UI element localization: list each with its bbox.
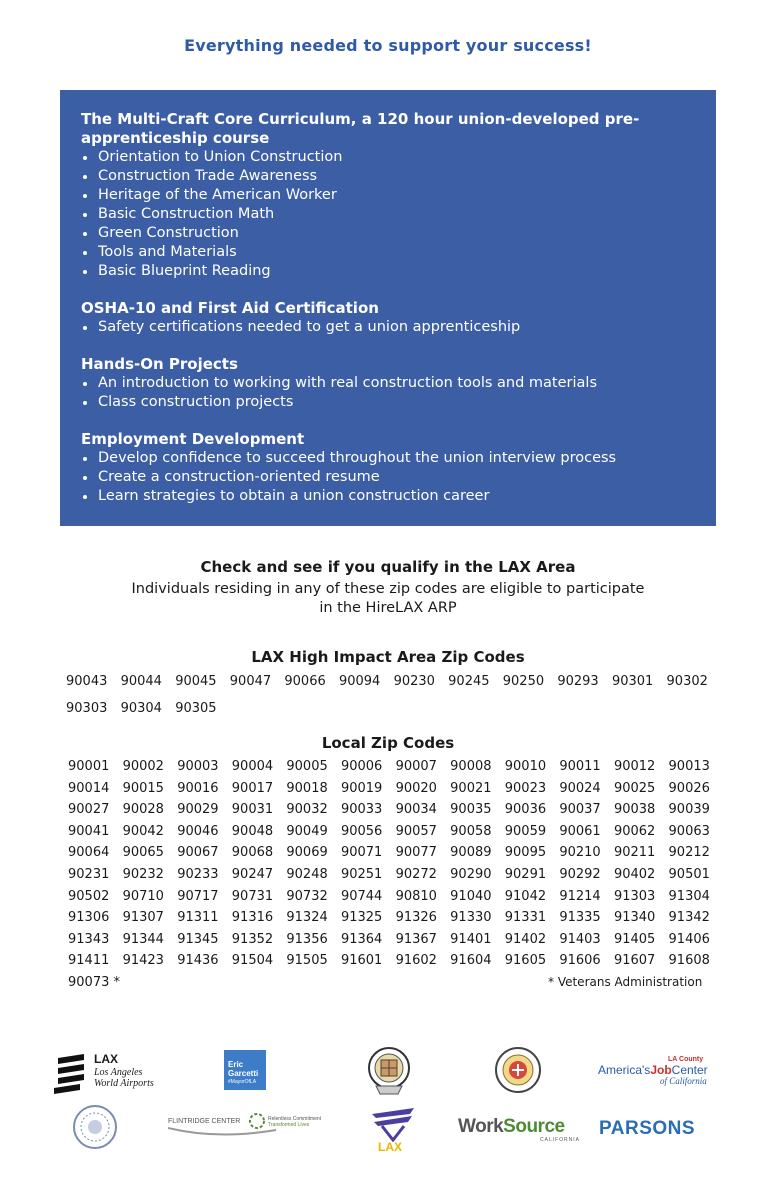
zip-code: 91406: [668, 931, 710, 947]
zip-code: 91405: [613, 931, 656, 947]
list-item: Basic Construction Math: [81, 205, 696, 224]
zip-code: 91345: [177, 931, 219, 947]
list-item: Develop confidence to succeed throughout the union interview process: [81, 449, 696, 468]
zip-code: 90005: [286, 759, 328, 774]
zip-code: 91335: [559, 910, 601, 926]
zip-code: 90272: [395, 866, 437, 882]
section-osha: [81, 299, 696, 337]
ajcc-main1: America's: [598, 1063, 651, 1077]
la-city-seal-icon: [366, 1046, 412, 1096]
zip-code: 90015: [122, 780, 164, 796]
zip-code: 90731: [231, 888, 274, 904]
zip-code: 90001: [68, 759, 110, 774]
ajcc-bottom: of California: [660, 1076, 707, 1086]
zip-code: 90042: [122, 823, 164, 839]
zip-code: 91403: [559, 931, 601, 947]
section-title: Employment Development: [81, 430, 305, 448]
zip-code: 91504: [231, 953, 274, 969]
zip-code: 90025: [613, 780, 656, 796]
zip-code: 90019: [340, 780, 383, 796]
zip-code: 90012: [613, 759, 656, 774]
section-title: OSHA-10 and First Aid Certification: [81, 299, 379, 317]
flintridge-tag2: Transformed Lives: [268, 1122, 310, 1128]
lax-logo-line1: Los Angeles: [94, 1067, 143, 1078]
veterans-note: * Veterans Administration: [548, 975, 703, 989]
zip-code: 91306: [68, 910, 110, 926]
zip-code: 90008: [450, 759, 492, 774]
zip-code: 90018: [286, 780, 328, 796]
worksource-sub: CALIFORNIA: [540, 1137, 581, 1143]
zip-code: 91608: [668, 953, 710, 969]
ajcc-main: [598, 1063, 708, 1077]
garcetti-line3: #MayorOfLA: [228, 1079, 257, 1085]
zip-code: 90036: [504, 802, 547, 818]
zip-code: 91604: [450, 953, 492, 969]
zip-code: 90004: [231, 759, 274, 774]
zip-code: 90057: [395, 823, 437, 839]
zip-code: 90247: [231, 866, 274, 882]
zip-code: 90039: [668, 802, 710, 818]
zip-code: 91316: [231, 910, 274, 926]
zip-code: 90303: [66, 701, 108, 716]
zip-code: 90068: [231, 845, 274, 861]
list-item: Heritage of the American Worker: [81, 186, 696, 205]
zip-code: 91307: [122, 910, 164, 926]
zip-code: 90233: [177, 866, 219, 882]
zip-code: 90034: [395, 802, 437, 818]
section-title: The Multi-Craft Core Curriculum, a 120 hour union-developed pre-apprenticeship course: [81, 110, 640, 147]
zip-code: 90066: [284, 674, 326, 689]
zip-code: 91311: [177, 910, 219, 926]
zip-code: 90304: [120, 701, 162, 716]
zip-code: 90045: [175, 674, 217, 689]
zip-code: 90402: [613, 866, 656, 882]
zip-code: 90007: [395, 759, 437, 774]
list-item: Construction Trade Awareness: [81, 167, 696, 186]
high-impact-zip-grid: [66, 674, 726, 728]
lax-logo-mark: LAX: [94, 1052, 118, 1066]
zip-code: 90231: [68, 866, 110, 882]
zip-code: 91605: [504, 953, 547, 969]
zip-code: 90230: [393, 674, 435, 689]
zip-code: 90061: [559, 823, 601, 839]
lax-logo-text: [94, 1067, 154, 1089]
zip-code: 90067: [177, 845, 219, 861]
zip-code: 90035: [450, 802, 492, 818]
zip-code: 90501: [668, 866, 710, 882]
zip-code: 90292: [559, 866, 601, 882]
zip-code: 91343: [68, 931, 110, 947]
high-impact-heading: LAX High Impact Area Zip Codes: [251, 648, 525, 666]
parsons-logo: PARSONS: [599, 1118, 696, 1139]
zip-code: 91411: [68, 953, 110, 969]
zip-code: 90095: [504, 845, 547, 861]
zip-code: 91356: [286, 931, 328, 947]
zip-code: 90291: [504, 866, 547, 882]
list-item: Basic Blueprint Reading: [81, 262, 696, 281]
zip-code: 90211: [613, 845, 656, 861]
zip-code: 90017: [231, 780, 274, 796]
zip-code: 91436: [177, 953, 219, 969]
zip-code: 90021: [450, 780, 492, 796]
zip-code: 90049: [286, 823, 328, 839]
zip-code: 91505: [286, 953, 328, 969]
zip-code: 91303: [613, 888, 656, 904]
zip-code: 91324: [286, 910, 328, 926]
zip-code: 90056: [340, 823, 383, 839]
garcetti-text: [228, 1060, 258, 1087]
section-employment: [81, 430, 696, 506]
zip-code: 90006: [340, 759, 383, 774]
zip-code: 90077: [395, 845, 437, 861]
zip-code: 91326: [395, 910, 437, 926]
zip-code: 91042: [504, 888, 547, 904]
list-item: An introduction to working with real construction tools and materials: [81, 374, 696, 393]
zip-code: 91364: [340, 931, 383, 947]
ajcc-main3: Center: [671, 1063, 708, 1077]
zip-code: 91423: [122, 953, 164, 969]
qualify-description: Individuals residing in any of these zip codes are eligible to participate in the HireLAX ARP: [131, 581, 645, 616]
zip-code: 90014: [68, 780, 110, 796]
zip-code: 90302: [666, 674, 708, 689]
zip-code: 90043: [66, 674, 108, 689]
zip-code: 90710: [122, 888, 164, 904]
zip-code: 90046: [177, 823, 219, 839]
list-item: Create a construction-oriented resume: [81, 468, 696, 487]
zip-code: 91367: [395, 931, 437, 947]
zip-code: 90744: [340, 888, 383, 904]
worksource-part1: Work: [458, 1116, 504, 1137]
zip-code: 90301: [611, 674, 654, 689]
la-county-seal-icon: [494, 1046, 542, 1094]
zip-code: 90041: [68, 823, 110, 839]
worksource-part2: Source: [503, 1116, 565, 1137]
lax-stripes-icon: [54, 1054, 88, 1094]
zip-code: 90020: [395, 780, 437, 796]
zip-code: 90048: [231, 823, 274, 839]
zip-code: 90810: [395, 888, 437, 904]
section-list: [81, 449, 696, 506]
qualify-title: Check and see if you qualify in the LAX Area: [200, 558, 576, 576]
zip-code: 90305: [175, 701, 217, 716]
zip-code: 91342: [668, 910, 710, 926]
zip-code: 90029: [177, 802, 219, 818]
zip-code: 90047: [229, 674, 272, 689]
local-zip-heading: Local Zip Codes: [321, 734, 455, 752]
flintridge-center-logo: [168, 1112, 328, 1142]
zip-code: 91352: [231, 931, 274, 947]
zip-code: 90732: [286, 888, 328, 904]
list-item: Orientation to Union Construction: [81, 148, 696, 167]
americas-job-center-logo: [598, 1058, 728, 1090]
zip-code: 90037: [559, 802, 601, 818]
zip-code: 90024: [559, 780, 601, 796]
section-core-curriculum: [81, 110, 696, 281]
zip-code: 90058: [450, 823, 492, 839]
worksource-text: [458, 1116, 565, 1138]
zip-code: 91606: [559, 953, 601, 969]
zip-code: 90065: [122, 845, 164, 861]
zip-code: 90250: [502, 674, 545, 689]
flintridge-name: FLINTRIDGE CENTER: [168, 1118, 241, 1125]
list-item: Learn strategies to obtain a union construction career: [81, 487, 696, 506]
worksource-logo: [458, 1116, 580, 1146]
zip-code: 90245: [448, 674, 490, 689]
garcetti-logo: [224, 1050, 266, 1090]
section-list: [81, 148, 696, 281]
zip-code: 90502: [68, 888, 110, 904]
zip-code: 90248: [286, 866, 328, 882]
page-headline: Everything needed to support your success!: [184, 36, 592, 55]
zip-code: 90059: [504, 823, 547, 839]
dot-seal-icon: [72, 1104, 118, 1150]
zip-code: 90073 *: [68, 974, 120, 990]
zip-code: 90062: [613, 823, 656, 839]
zip-code: 90094: [338, 674, 381, 689]
zip-code: 90028: [122, 802, 164, 818]
zip-code: 90251: [340, 866, 383, 882]
zip-code: 91331: [504, 910, 547, 926]
curriculum-box: [60, 90, 716, 526]
zip-code: 90027: [68, 802, 110, 818]
zip-code: 91214: [559, 888, 601, 904]
lax-airports-logo: [54, 1050, 164, 1100]
zip-code: 90717: [177, 888, 219, 904]
ajcc-top: LA County: [668, 1056, 704, 1063]
zip-code: 90016: [177, 780, 219, 796]
zip-code: 90032: [286, 802, 328, 818]
zip-code: 91344: [122, 931, 164, 947]
zip-code: 90011: [559, 759, 601, 774]
flintridge-flower-icon: [248, 1112, 266, 1130]
zip-code: 91402: [504, 931, 547, 947]
lax-theme-logo: [370, 1104, 416, 1156]
list-item: Class construction projects: [81, 393, 696, 412]
zip-code: 90031: [231, 802, 274, 818]
zip-code: 90013: [668, 759, 710, 774]
lax-theme-mark: LAX: [378, 1140, 402, 1154]
zip-code: 90010: [504, 759, 547, 774]
zip-code: 90069: [286, 845, 328, 861]
zip-code: 90089: [450, 845, 492, 861]
zip-code: 91304: [668, 888, 710, 904]
zip-code: 90026: [668, 780, 710, 796]
zip-code: 90290: [450, 866, 492, 882]
zip-code: 90212: [668, 845, 710, 861]
flintridge-tagline: [268, 1116, 321, 1128]
zip-code: 91325: [340, 910, 383, 926]
zip-code: 90064: [68, 845, 110, 861]
lax-theme-building-icon: [370, 1104, 416, 1142]
section-title: Hands-On Projects: [81, 355, 238, 373]
section-hands-on: [81, 355, 696, 412]
lax-logo-line2: World Airports: [94, 1078, 154, 1089]
garcetti-line2: Garcetti: [228, 1069, 259, 1078]
zip-code: 91330: [450, 910, 492, 926]
zip-code: 91040: [450, 888, 492, 904]
ajcc-main2: Job: [650, 1063, 672, 1077]
zip-code: 91401: [450, 931, 492, 947]
garcetti-line1: Eric: [228, 1060, 244, 1069]
zip-code: 90063: [668, 823, 710, 839]
zip-code: 91340: [613, 910, 656, 926]
zip-code: 90293: [557, 674, 599, 689]
zip-code: 90210: [559, 845, 601, 861]
zip-code: 90033: [340, 802, 383, 818]
flintridge-tag1: Relentless Commitment: [268, 1116, 322, 1122]
zip-code: 90002: [122, 759, 164, 774]
list-item: Green Construction: [81, 224, 696, 243]
zip-code: 90023: [504, 780, 547, 796]
zip-code: 91602: [395, 953, 437, 969]
zip-code: 90071: [340, 845, 383, 861]
zip-code: 90044: [120, 674, 162, 689]
zip-code: 90003: [177, 759, 219, 774]
local-zip-grid: [68, 759, 728, 997]
list-item: Safety certifications needed to get a union apprenticeship: [81, 318, 696, 337]
list-item: Tools and Materials: [81, 243, 696, 262]
section-list: [81, 318, 696, 337]
section-list: [81, 374, 696, 412]
zip-code: 90232: [122, 866, 164, 882]
zip-code: 91601: [340, 953, 383, 969]
zip-code: 91607: [613, 953, 656, 969]
zip-code: 90038: [613, 802, 656, 818]
